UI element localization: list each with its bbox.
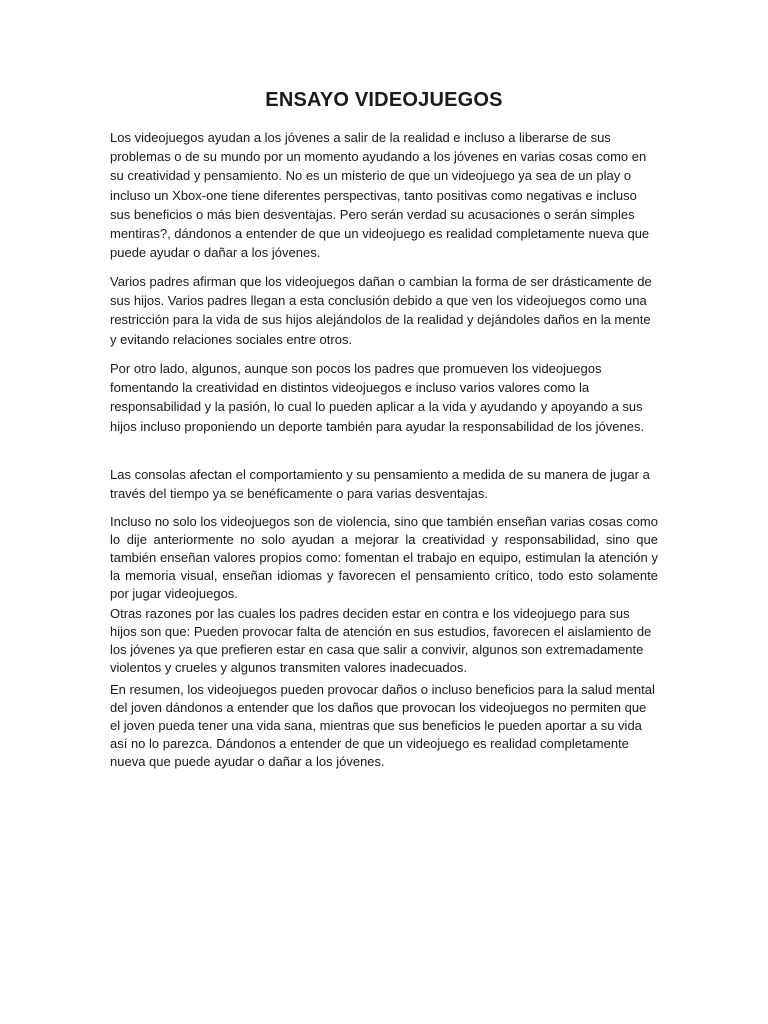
paragraph-2: Varios padres afirman que los videojuegos dañan o cambian la forma de ser drásticamente de sus hijos. Varios padres llegan a esta conclusión debido a que ven los videojuegos como una restricción para la vida de sus hijos alejándolos de la realidad y dejándoles daños en la mente y evitando relaciones sociales entre otros. (110, 274, 652, 347)
paragraph-1: Los videojuegos ayudan a los jóvenes a salir de la realidad e incluso a liberarse de sus problemas o de su mundo por un momento ayudando a los jóvenes en varias cosas como en su creatividad y pensamiento. No es un misterio de que un videojuego ya sea de un play o incluso un Xbox-one tiene diferentes perspectivas, tanto positivas como negativas e incluso sus beneficios o más bien desventajas. Pero serán verdad su acusaciones o serán simples mentiras?, dándonos a entender de que un videojuego es realidad completamente nueva que puede ayudar o dañar a los jóvenes. (110, 130, 650, 261)
paragraph-6: Otras razones por las cuales los padres deciden estar en contra e los videojuego para sus hijos son que: Pueden provocar falta de atención en sus estudios, favorecen el aislamiento de los jóvenes ya que prefieren estar en casa que salir a convivir, algunos son extremadamente violentos y crueles y algunos transmiten valores inadecuados. (110, 606, 652, 675)
paragraph-4: Las consolas afectan el comportamiento y su pensamiento a medida de su manera de jugar a través del tiempo ya se benéficamente o para varias desventajas. (110, 467, 650, 502)
paragraph-5: Incluso no solo los videojuegos son de violencia, sino que también enseñan varias cosas como lo dije anteriormente no solo ayudan a mejorar la creatividad y responsabilidad, sino que también enseñan valores propios como: fomentan el trabajo en equipo, estimulan la atención y la memoria visual, enseñan idiomas y favorecen el pensamiento crítico, todo esto solamente por jugar videojuegos. (110, 514, 658, 601)
paragraph-3: Por otro lado, algunos, aunque son pocos los padres que promueven los videojuegos fomentando la creatividad en distintos videojuegos e incluso varios valores como la responsabilidad y la pasión, lo cual lo pueden aplicar a la vida y ayudando y apoyando a sus hijos incluso proponiendo un deporte también para ayudar la responsabilidad de los jóvenes. (110, 361, 645, 434)
document-title: ENSAYO VIDEOJUEGOS (265, 89, 503, 111)
paragraph-7: En resumen, los videojuegos pueden provocar daños o incluso beneficios para la salud mental del joven dándonos a entender que los daños que provocan los videojuegos no permiten que el joven pueda tener una vida sana, mientras que sus beneficios le pueden aportar a su vida así no lo parezca. Dándonos a entender de que un videojuego es realidad completamente nueva que puede ayudar o dañar a los jóvenes. (110, 682, 655, 769)
